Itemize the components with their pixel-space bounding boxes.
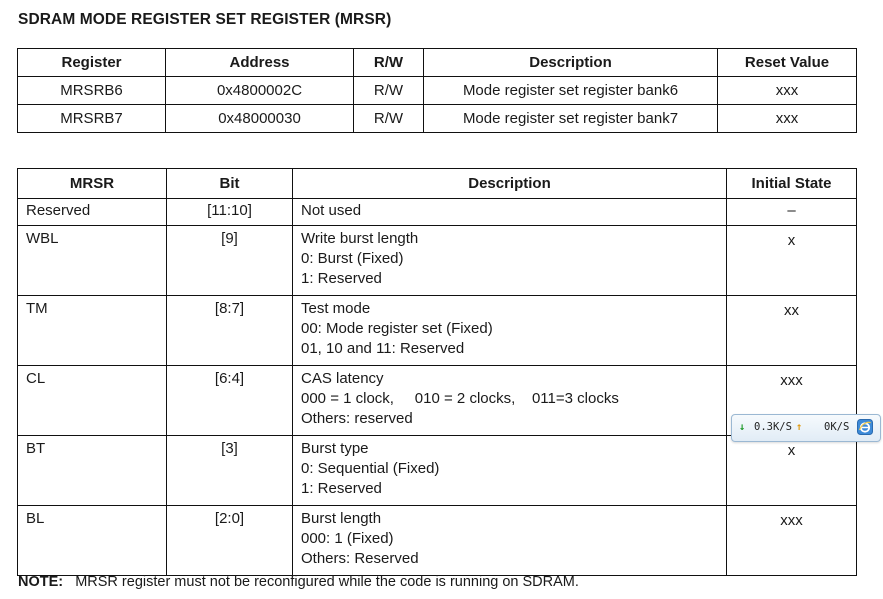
- download-arrow-icon: ↓: [739, 421, 746, 433]
- bit-table-header: [18, 169, 857, 199]
- register-reset-value: xxx: [718, 77, 857, 105]
- upload-arrow-icon: ↑: [796, 421, 803, 433]
- field-name: Reserved: [18, 199, 167, 226]
- field-name: TM: [18, 296, 167, 366]
- table-row: [18, 296, 857, 366]
- field-name: CL: [18, 366, 167, 436]
- bit-field-table: [17, 168, 857, 576]
- upload-speed: 0K/S: [824, 421, 850, 433]
- description-line: Others: reserved: [301, 410, 413, 427]
- download-speed: 0.3K/S: [754, 421, 792, 433]
- field-bits: [6:4]: [167, 366, 293, 436]
- register-table: [17, 48, 857, 133]
- table-row: [18, 77, 857, 105]
- field-description: [293, 296, 727, 366]
- description-line: Others: Reserved: [301, 550, 419, 567]
- register-address: 0x48000030: [166, 105, 354, 133]
- note-text: MRSR register must not be reconfigured while the code is running on SDRAM.: [75, 574, 579, 590]
- col-header-description: Description: [424, 49, 718, 77]
- col-header-address: Address: [166, 49, 354, 77]
- description-line: 1: Reserved: [301, 270, 382, 287]
- field-initial-state: x: [727, 436, 857, 506]
- internet-explorer-icon[interactable]: [857, 419, 873, 435]
- description-line: 00: Mode register set (Fixed): [301, 320, 493, 337]
- description-line: Test mode: [301, 300, 371, 317]
- field-name: BT: [18, 436, 167, 506]
- col-header-rw: R/W: [354, 49, 424, 77]
- col-header-mrsr: MRSR: [18, 169, 167, 199]
- description-line: Burst length: [301, 510, 382, 527]
- register-rw: R/W: [354, 105, 424, 133]
- col-header-reset-value: Reset Value: [718, 49, 857, 77]
- field-initial-state: xxx: [727, 506, 857, 576]
- field-bits: [9]: [167, 226, 293, 296]
- field-name: WBL: [18, 226, 167, 296]
- register-address: 0x4800002C: [166, 77, 354, 105]
- field-bits: [8:7]: [167, 296, 293, 366]
- page-title: SDRAM MODE REGISTER SET REGISTER (MRSR): [18, 11, 392, 28]
- field-description: [293, 226, 727, 296]
- register-reset-value: xxx: [718, 105, 857, 133]
- table-row: [18, 105, 857, 133]
- description-line: 0: Sequential (Fixed): [301, 460, 440, 477]
- description-line: 000: 1 (Fixed): [301, 530, 394, 547]
- col-header-register: Register: [18, 49, 166, 77]
- field-bits: [2:0]: [167, 506, 293, 576]
- register-description: Mode register set register bank6: [424, 77, 718, 105]
- table-row: [18, 226, 857, 296]
- table-row: [18, 506, 857, 576]
- col-header-initial-state: Initial State: [727, 169, 857, 199]
- field-description: [293, 366, 727, 436]
- description-line: Not used: [301, 202, 362, 219]
- field-description: [293, 199, 727, 226]
- description-line: 000 = 1 clock, 010 = 2 clocks, 011=3 clocks: [301, 390, 619, 407]
- register-table-header: [18, 49, 857, 77]
- field-initial-state: xx: [727, 296, 857, 366]
- network-speed-widget[interactable]: [731, 414, 881, 442]
- col-header-bit: Bit: [167, 169, 293, 199]
- description-line: Burst type: [301, 440, 369, 457]
- table-row: [18, 436, 857, 506]
- col-header-description: Description: [293, 169, 727, 199]
- field-description: [293, 436, 727, 506]
- register-name: MRSRB7: [18, 105, 166, 133]
- field-initial-state: x: [727, 226, 857, 296]
- description-line: 0: Burst (Fixed): [301, 250, 404, 267]
- description-line: 1: Reserved: [301, 480, 382, 497]
- note-label: NOTE:: [18, 574, 64, 590]
- description-line: 01, 10 and 11: Reserved: [301, 340, 465, 357]
- field-description: [293, 506, 727, 576]
- register-name: MRSRB6: [18, 77, 166, 105]
- table-row: [18, 199, 857, 226]
- description-line: Write burst length: [301, 230, 419, 247]
- note: [18, 574, 579, 590]
- field-bits: [3]: [167, 436, 293, 506]
- field-name: BL: [18, 506, 167, 576]
- field-initial-state: –: [727, 199, 857, 226]
- field-bits: [11:10]: [167, 199, 293, 226]
- description-line: CAS latency: [301, 370, 384, 387]
- register-rw: R/W: [354, 77, 424, 105]
- register-description: Mode register set register bank7: [424, 105, 718, 133]
- field-initial-state: xxx: [727, 366, 857, 436]
